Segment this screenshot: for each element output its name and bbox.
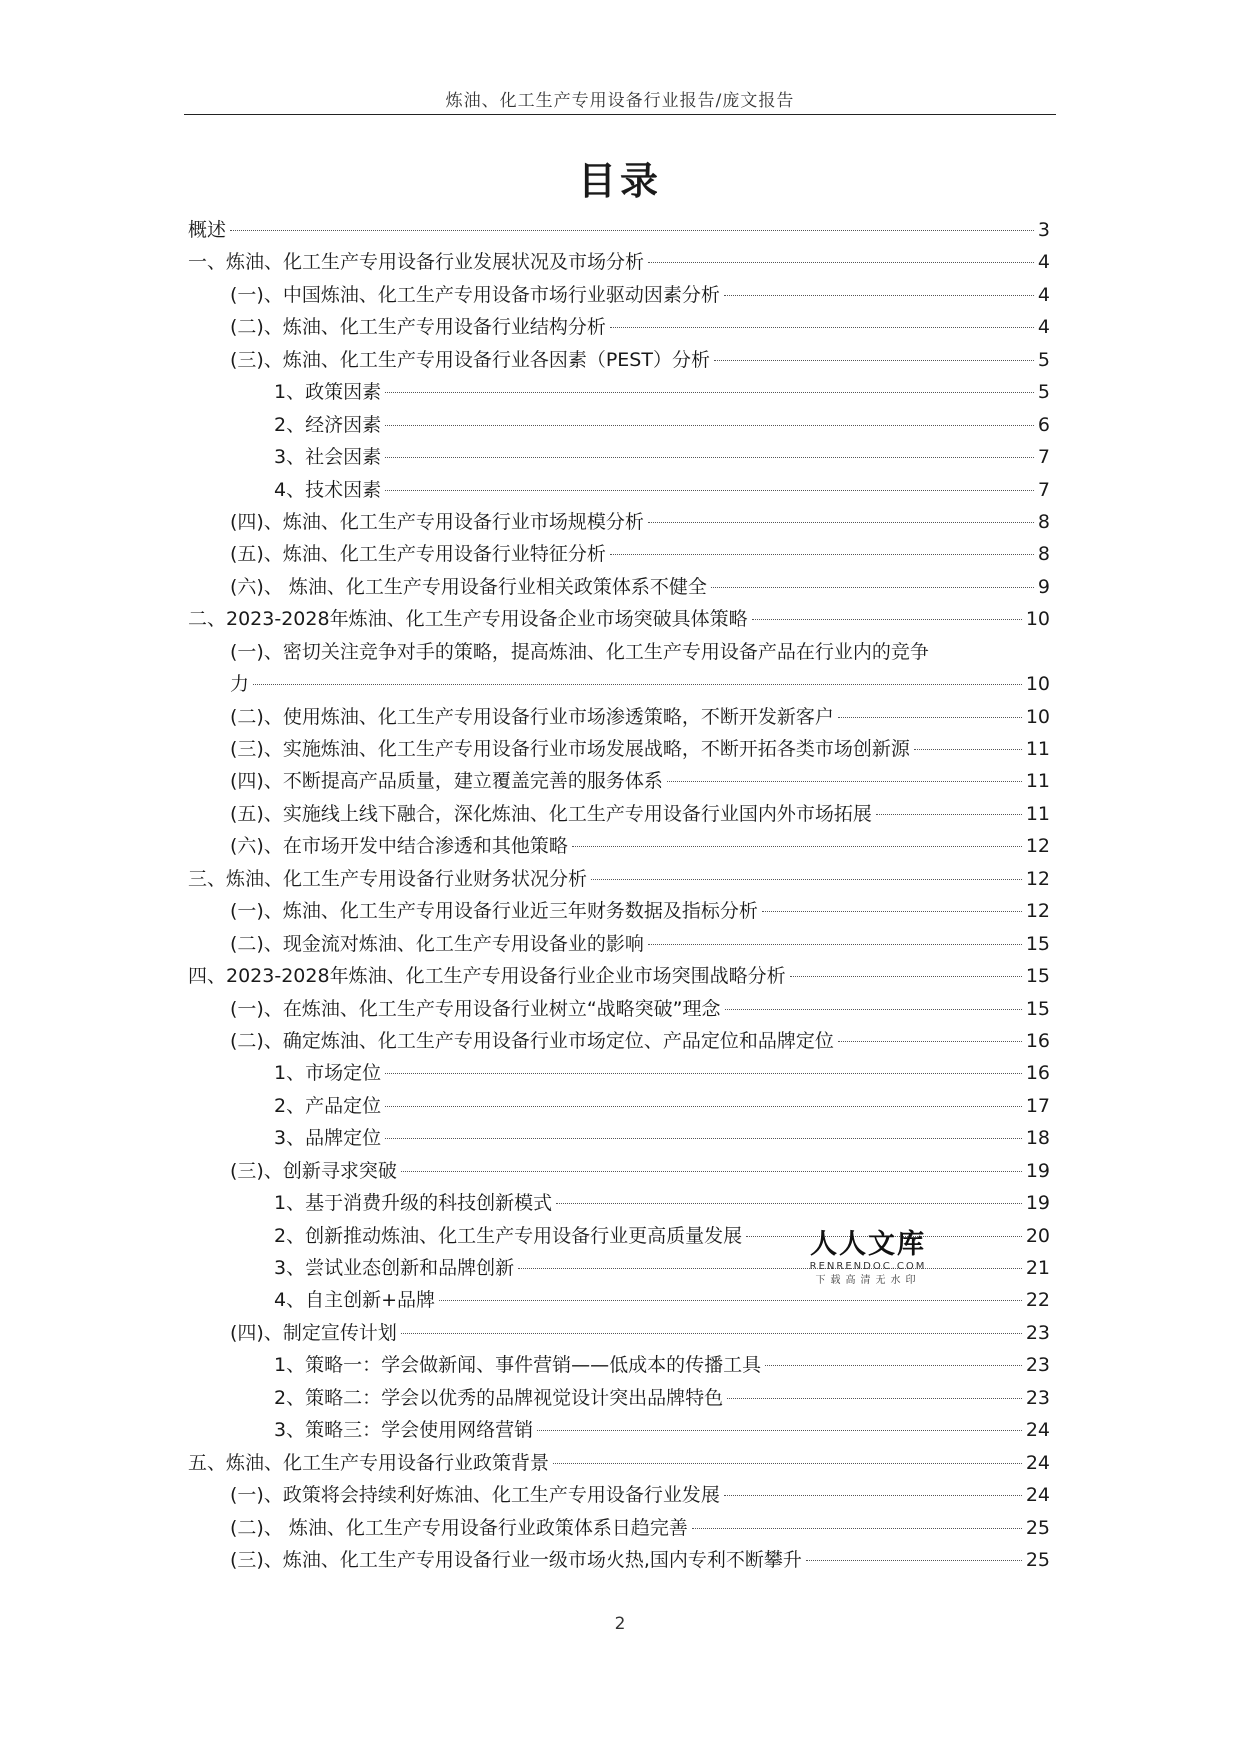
- toc-entry[interactable]: [188, 571, 1050, 603]
- toc-entry-title: (六)、 炼油、化工生产专用设备行业相关政策体系不健全: [230, 575, 707, 598]
- toc-entry-page: 6: [1037, 413, 1050, 436]
- toc-entry-page: 22: [1025, 1289, 1050, 1312]
- toc-entry-title: 三、炼油、化工生产专用设备行业财务状况分析: [188, 867, 588, 890]
- toc-entry[interactable]: [188, 928, 1050, 960]
- toc-entry-page: 24: [1025, 1419, 1050, 1442]
- toc-entry-title: (六)、在市场开发中结合渗透和其他策略: [230, 835, 568, 858]
- dot-leader: [610, 327, 1034, 328]
- toc-entry-title: 1、策略一：学会做新闻、事件营销——低成本的传播工具: [274, 1354, 762, 1377]
- toc-entry-page: 15: [1025, 932, 1050, 955]
- page-number: 2: [614, 1614, 626, 1634]
- toc-entry-page: 12: [1025, 835, 1050, 858]
- dot-leader: [385, 392, 1034, 393]
- toc-entry[interactable]: [188, 1382, 1050, 1414]
- toc-entry-page: 8: [1037, 510, 1050, 533]
- toc-entry-title: (二)、 炼油、化工生产专用设备行业政策体系日趋完善: [230, 1516, 688, 1539]
- toc-entry-title: 3、品牌定位: [274, 1127, 382, 1150]
- toc-entry[interactable]: [188, 1025, 1050, 1057]
- toc-entry-title: 2、经济因素: [274, 413, 382, 436]
- toc-entry-page: 11: [1025, 802, 1050, 825]
- toc-entry[interactable]: [188, 1122, 1050, 1154]
- dot-leader: [385, 490, 1034, 491]
- toc-entry-title: (一)、密切关注竞争对手的策略，提高炼油、化工生产专用设备产品在行业内的竞争: [230, 640, 929, 663]
- toc-entry[interactable]: [188, 474, 1050, 506]
- toc-entry[interactable]: [188, 1447, 1050, 1479]
- dot-leader: [762, 911, 1022, 912]
- toc-entry-title: (一)、炼油、化工生产专用设备行业近三年财务数据及指标分析: [230, 900, 758, 923]
- toc-entry-title: 4、技术因素: [274, 478, 382, 501]
- toc-entry-page: 11: [1025, 770, 1050, 793]
- dot-leader: [385, 1106, 1022, 1107]
- page-title: 目录: [577, 158, 662, 203]
- toc-entry-page: 16: [1025, 1029, 1050, 1052]
- toc-entry-title: 3、尝试业态创新和品牌创新: [274, 1257, 515, 1280]
- toc-entry-page: 4: [1037, 316, 1050, 339]
- dot-leader: [385, 1138, 1022, 1139]
- toc-entry-page: 16: [1025, 1062, 1050, 1085]
- toc-entry-title: 1、市场定位: [274, 1062, 382, 1085]
- running-header: 炼油、化工生产专用设备行业报告/庞文报告: [445, 91, 795, 111]
- toc-entry[interactable]: [188, 246, 1050, 278]
- toc-entry[interactable]: [188, 701, 1050, 733]
- toc-entry-title: 概述: [188, 219, 227, 241]
- toc-entry-page: 19: [1025, 1159, 1050, 1182]
- toc-entry[interactable]: [188, 993, 1050, 1025]
- dot-leader: [439, 1300, 1022, 1301]
- toc-entry[interactable]: [188, 1544, 1050, 1576]
- toc-entry-page: 23: [1025, 1354, 1050, 1377]
- toc-entry-page: 12: [1025, 900, 1050, 923]
- toc-entry-page: 24: [1025, 1451, 1050, 1474]
- toc-entry-title: 一、炼油、化工生产专用设备行业发展状况及市场分析: [188, 251, 645, 274]
- toc-entry[interactable]: [188, 765, 1050, 797]
- dot-leader: [752, 619, 1022, 620]
- toc-entry-title: (四)、不断提高产品质量，建立覆盖完善的服务体系: [230, 770, 663, 793]
- toc-entry-title: (四)、炼油、化工生产专用设备行业市场规模分析: [230, 510, 644, 533]
- toc-entry-page: 21: [1025, 1257, 1050, 1280]
- toc-entry[interactable]: [188, 1512, 1050, 1544]
- dot-leader: [711, 587, 1034, 588]
- toc-entry-page: 19: [1025, 1192, 1050, 1215]
- dot-leader: [591, 879, 1022, 880]
- toc-entry-title: 4、自主创新+品牌: [274, 1289, 436, 1312]
- toc-entry[interactable]: [188, 733, 1050, 765]
- toc-entry-page: 23: [1025, 1321, 1050, 1344]
- toc-entry-title: (三)、实施炼油、化工生产专用设备行业市场发展战略，不断开拓各类市场创新源: [230, 738, 910, 761]
- toc-entry[interactable]: [188, 636, 1050, 701]
- toc-entry[interactable]: [188, 441, 1050, 473]
- dot-leader: [556, 1203, 1022, 1204]
- toc-entry[interactable]: [188, 1414, 1050, 1446]
- toc-entry-page: 15: [1025, 965, 1050, 988]
- toc-entry-title: 1、政策因素: [274, 381, 382, 404]
- toc-entry[interactable]: [188, 214, 1050, 246]
- toc-entry-title: (二)、现金流对炼油、化工生产专用设备业的影响: [230, 932, 644, 955]
- toc-entry[interactable]: [188, 376, 1050, 408]
- dot-leader: [253, 684, 1022, 685]
- dot-leader: [725, 1009, 1022, 1010]
- watermark: [803, 1230, 933, 1288]
- toc-entry-title: 2、产品定位: [274, 1094, 382, 1117]
- dot-leader: [724, 1495, 1022, 1496]
- toc-entry-page: 10: [1025, 673, 1050, 696]
- toc-entry-page: 3: [1037, 219, 1050, 241]
- toc-entry-page: 25: [1025, 1516, 1050, 1539]
- toc-entry-page: 5: [1037, 348, 1050, 371]
- toc-entry[interactable]: [188, 895, 1050, 927]
- toc-entry[interactable]: [188, 1090, 1050, 1122]
- dot-leader: [765, 1365, 1022, 1366]
- toc-entry-title: 二、2023-2028年炼油、化工生产专用设备企业市场突破具体策略: [188, 608, 748, 631]
- dot-leader: [876, 814, 1022, 815]
- dot-leader: [401, 1333, 1022, 1334]
- toc-entry-page: 12: [1025, 867, 1050, 890]
- toc-entry-page: 4: [1037, 283, 1050, 306]
- toc-entry-title: (二)、确定炼油、化工生产专用设备行业市场定位、产品定位和品牌定位: [230, 1029, 834, 1052]
- toc-entry-title: (三)、炼油、化工生产专用设备行业一级市场火热,国内专利不断攀升: [230, 1548, 802, 1571]
- dot-leader: [667, 781, 1022, 782]
- toc-entry[interactable]: [188, 1317, 1050, 1349]
- toc-entry-title: (二)、炼油、化工生产专用设备行业结构分析: [230, 316, 606, 339]
- toc-entry[interactable]: [188, 1479, 1050, 1511]
- toc-entry[interactable]: [188, 538, 1050, 570]
- dot-leader: [385, 457, 1034, 458]
- toc-entry[interactable]: [188, 506, 1050, 538]
- toc-entry-title: 2、创新推动炼油、化工生产专用设备行业更高质量发展: [274, 1224, 743, 1247]
- toc-entry-title-continued: 力: [230, 673, 250, 696]
- toc-entry-title: (一)、在炼油、化工生产专用设备行业树立“战略突破”理念: [230, 997, 721, 1020]
- toc-entry-title: 3、策略三：学会使用网络营销: [274, 1419, 534, 1442]
- toc-entry[interactable]: [188, 1187, 1050, 1219]
- dot-leader: [838, 717, 1022, 718]
- toc-entry-title: 1、基于消费升级的科技创新模式: [274, 1192, 553, 1215]
- toc-entry-page: 20: [1025, 1224, 1050, 1247]
- toc-entry[interactable]: [188, 798, 1050, 830]
- toc-entry[interactable]: [188, 344, 1050, 376]
- dot-leader: [914, 749, 1022, 750]
- toc-entry-title: (三)、炼油、化工生产专用设备行业各因素（PEST）分析: [230, 348, 710, 371]
- toc-entry-title: 2、策略二：学会以优秀的品牌视觉设计突出品牌特色: [274, 1386, 724, 1409]
- dot-leader: [806, 1560, 1022, 1561]
- dot-leader: [692, 1528, 1022, 1529]
- toc-entry-title: (一)、中国炼油、化工生产专用设备市场行业驱动因素分析: [230, 283, 720, 306]
- watermark-logo: 人人文库: [810, 1229, 926, 1260]
- toc-entry[interactable]: [188, 1349, 1050, 1381]
- dot-leader: [838, 1041, 1022, 1042]
- dot-leader: [385, 425, 1034, 426]
- dot-leader: [727, 1398, 1022, 1399]
- toc-entry-page: 18: [1025, 1127, 1050, 1150]
- toc-entry-page: 4: [1037, 251, 1050, 274]
- toc-entry-page: 25: [1025, 1548, 1050, 1571]
- toc-entry-title: (五)、实施线上线下融合，深化炼油、化工生产专用设备行业国内外市场拓展: [230, 802, 872, 825]
- toc-entry[interactable]: [188, 603, 1050, 635]
- toc-entry-title: (一)、政策将会持续利好炼油、化工生产专用设备行业发展: [230, 1484, 720, 1507]
- table-of-contents: [188, 214, 1050, 1576]
- toc-entry[interactable]: [188, 311, 1050, 343]
- dot-leader: [401, 1171, 1022, 1172]
- toc-entry[interactable]: [188, 1284, 1050, 1316]
- dot-leader: [518, 1268, 1022, 1269]
- toc-entry-page: 9: [1037, 575, 1050, 598]
- dot-leader: [537, 1430, 1022, 1431]
- toc-entry-page: 7: [1037, 446, 1050, 469]
- dot-leader: [790, 976, 1022, 977]
- toc-entry-title: (四)、制定宣传计划: [230, 1321, 397, 1344]
- toc-entry-page: 23: [1025, 1386, 1050, 1409]
- dot-leader: [385, 1073, 1022, 1074]
- toc-entry-title: 3、社会因素: [274, 446, 382, 469]
- dot-leader: [648, 262, 1034, 263]
- toc-entry-page: 24: [1025, 1484, 1050, 1507]
- toc-entry[interactable]: [188, 863, 1050, 895]
- toc-entry-page: 15: [1025, 997, 1050, 1020]
- toc-entry-page: 7: [1037, 478, 1050, 501]
- toc-entry-page: 10: [1025, 608, 1050, 631]
- dot-leader: [610, 554, 1034, 555]
- toc-entry-page: 5: [1037, 381, 1050, 404]
- toc-entry[interactable]: [188, 830, 1050, 862]
- toc-entry-title: (二)、使用炼油、化工生产专用设备行业市场渗透策略，不断开发新客户: [230, 705, 834, 728]
- dot-leader: [714, 360, 1034, 361]
- dot-leader: [553, 1463, 1022, 1464]
- toc-entry-page: 11: [1025, 738, 1050, 761]
- toc-entry-page: 10: [1025, 705, 1050, 728]
- toc-entry-page: 8: [1037, 543, 1050, 566]
- toc-entry-title: (五)、炼油、化工生产专用设备行业特征分析: [230, 543, 606, 566]
- toc-entry[interactable]: [188, 1057, 1050, 1089]
- toc-entry-page: 17: [1025, 1094, 1050, 1117]
- dot-leader: [572, 846, 1022, 847]
- toc-entry-title: (三)、创新寻求突破: [230, 1159, 397, 1182]
- toc-entry-title: 五、炼油、化工生产专用设备行业政策背景: [188, 1451, 550, 1474]
- watermark-url: RENRENDOC.COM: [809, 1261, 927, 1272]
- dot-leader: [724, 295, 1034, 296]
- dot-leader: [230, 230, 1034, 231]
- dot-leader: [648, 522, 1034, 523]
- header-divider: [184, 114, 1056, 115]
- toc-entry[interactable]: [188, 409, 1050, 441]
- toc-entry[interactable]: [188, 960, 1050, 992]
- watermark-subtitle: 下载高清无水印: [815, 1275, 921, 1286]
- toc-entry[interactable]: [188, 1155, 1050, 1187]
- toc-entry[interactable]: [188, 279, 1050, 311]
- toc-entry-title: 四、2023-2028年炼油、化工生产专用设备行业企业市场突围战略分析: [188, 965, 786, 988]
- dot-leader: [648, 944, 1022, 945]
